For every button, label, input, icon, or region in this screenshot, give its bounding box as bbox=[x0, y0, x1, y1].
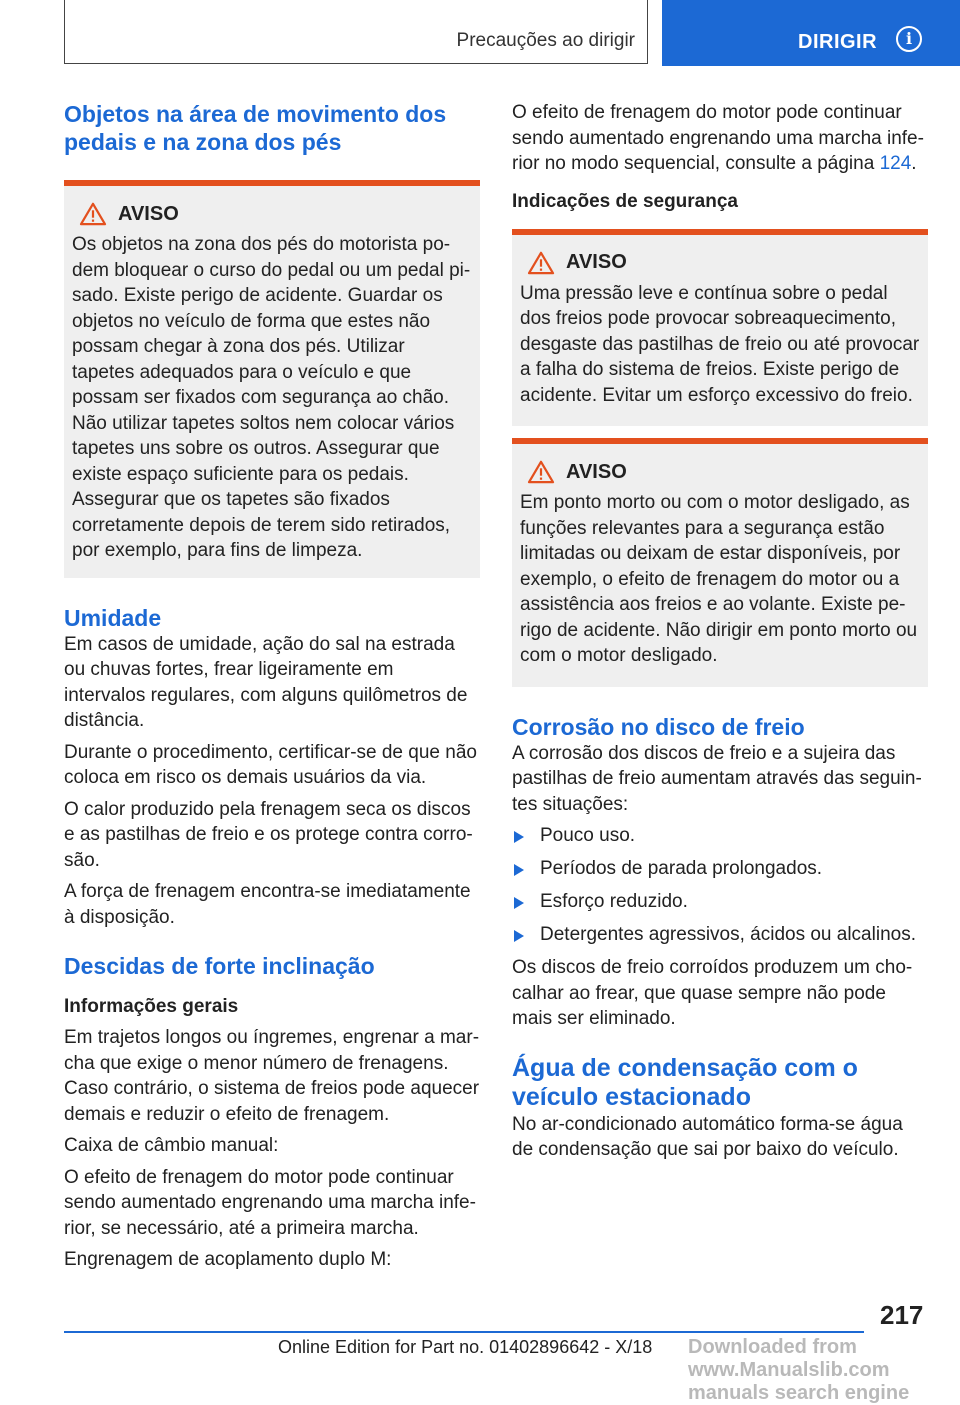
warning-text: Uma pressão leve e contínua sobre o pedal dos freios pode provocar sobreaquecimento, desgaste das pastilhas de freio ou até provocar a falha do sistema de freios. Existe perigo de acidente. Evitar um esforço excessivo do freio. bbox=[520, 282, 920, 406]
bullet-triangle-icon bbox=[514, 831, 524, 843]
paragraph: A corrosão dos discos de freio e a sujeira das pastilhas de freio aumentam através das seguintes situações: bbox=[512, 742, 922, 815]
paragraph: A força de frenagem encontra-se imediatamente à disposição. bbox=[64, 881, 471, 928]
warning-text: Em ponto morto ou com o motor desligado, as funções relevantes para a segurança estão limitadas ou deixam de estar disponíveis, por exemplo, o efeito de frenagem do motor ou a assistência aos freios e ao volante. Existe perigo de acidente. Não dirigir em ponto morto ou com o motor desligado. bbox=[520, 492, 918, 666]
paragraph: Em casos de umidade, ação do sal na estrada ou chuvas fortes, frear ligeiramente em intervalos regulares, com alguns quilômetros de distância. bbox=[64, 633, 468, 731]
paragraph: O calor produzido pela frenagem seca os discos e as pastilhas de freio e os protege contra corrosão. bbox=[64, 798, 473, 871]
watermark: Downloaded from www.Manualslib.com manuals search engine bbox=[688, 1336, 910, 1404]
edition-footer: Online Edition for Part no. 01402896642 - X/18 bbox=[278, 1337, 653, 1357]
bullet-triangle-icon bbox=[514, 897, 524, 909]
section-title: Precauções ao dirigir bbox=[456, 30, 635, 51]
list-item: Períodos de parada prolongados. bbox=[512, 856, 928, 881]
paragraph: O efeito de frenagem do motor pode continuar sendo aumentado engrenando uma marcha inferior, se necessário, até a primeira marcha. bbox=[64, 1166, 476, 1239]
warning-triangle-icon bbox=[526, 251, 556, 275]
header-frame bbox=[64, 0, 648, 64]
heading-agua: Água de condensação com o veículo estacionado bbox=[512, 1053, 858, 1111]
heading-objetos: Objetos na área de movimento dos pedais e na zona dos pés bbox=[64, 101, 447, 155]
bullet-triangle-icon bbox=[514, 864, 524, 876]
list-item: Detergentes agressivos, ácidos ou alcalinos. bbox=[512, 922, 928, 947]
paragraph: Engrenagem de acoplamento duplo M: bbox=[64, 1249, 392, 1270]
warning-box bbox=[512, 438, 928, 687]
warning-triangle-icon bbox=[78, 202, 108, 226]
right-column bbox=[512, 100, 928, 1169]
left-column bbox=[64, 100, 480, 1279]
paragraph-motor: O efeito de frenagem do motor pode continuar sendo aumentado engrenando uma marcha inferior no modo sequencial, consulte a página 124. bbox=[512, 102, 924, 174]
subheading-seguranca: Indicações de segurança bbox=[512, 190, 738, 212]
warning-title: AVISO bbox=[118, 202, 179, 225]
bullet-list bbox=[512, 823, 928, 947]
warning-box bbox=[512, 229, 928, 427]
page-number: 217 bbox=[880, 1300, 924, 1330]
footer-divider bbox=[64, 1331, 864, 1333]
subheading-informacoes: Informações gerais bbox=[64, 996, 239, 1017]
info-icon[interactable]: i bbox=[896, 26, 922, 52]
warning-text: Os objetos na zona dos pés do motorista podem bloquear o curso do pedal ou um pedal pisado. Existe perigo de acidente. Guardar os objetos no veículo de forma que estes não possam chegar à zona dos pés. Utilizar tapetes adequados para o veículo e que possam ser fixados com segurança ao chão. Não utilizar tapetes soltos nem colocar vários tapetes uns sobre os outros. Assegurar que existe espaço suficiente para os pedais. Assegurar que os tapetes são fixados corretamente depois de terem sido retirados, por exemplo, para fins de limpeza. bbox=[72, 234, 471, 561]
paragraph: Os discos de freio corroídos produzem um chocalhar ao frear, que quase sempre não pode mais ser eliminado. bbox=[512, 957, 913, 1029]
tab-label: DIRIGIR bbox=[798, 31, 878, 53]
list-item: Esforço reduzido. bbox=[512, 889, 928, 914]
page-link[interactable]: 124 bbox=[879, 153, 912, 174]
paragraph: No ar-condicionado automático forma-se água de condensação que sai por baixo do veículo. bbox=[512, 1113, 903, 1160]
heading-corrosao: Corrosão no disco de freio bbox=[512, 713, 805, 740]
warning-title: AVISO bbox=[566, 460, 627, 483]
list-item: Pouco uso. bbox=[512, 823, 928, 848]
tab-dirigir[interactable] bbox=[662, 0, 960, 66]
warning-title: AVISO bbox=[566, 251, 627, 273]
heading-descidas: Descidas de forte inclinação bbox=[64, 953, 375, 979]
paragraph: Caixa de câmbio manual: bbox=[64, 1135, 279, 1156]
warning-box bbox=[64, 180, 480, 578]
heading-umidade: Umidade bbox=[64, 604, 162, 631]
bullet-triangle-icon bbox=[514, 930, 524, 942]
paragraph: Em trajetos longos ou íngremes, engrenar a marcha que exige o menor número de frenagens. Caso contrário, o sistema de freios pode aquecer demais e reduzir o efeito de frenagem. bbox=[64, 1027, 480, 1125]
paragraph: Durante o procedimento, certificar-se de que não coloca em risco os demais usuários da via. bbox=[64, 741, 477, 788]
warning-triangle-icon bbox=[526, 460, 556, 484]
